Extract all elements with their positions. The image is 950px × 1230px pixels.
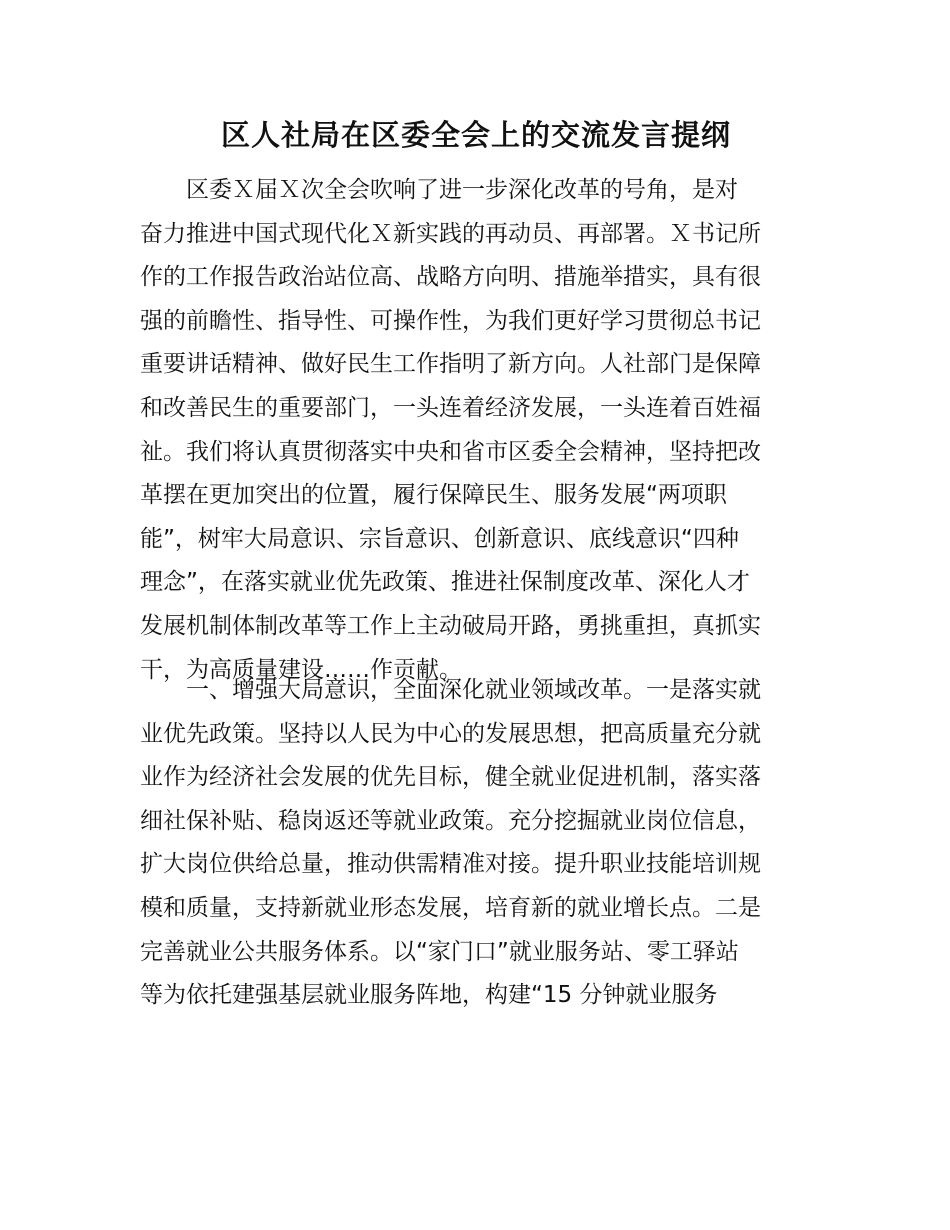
text-line: 和改善民生的重要部门，一头连着经济发展，一头连着百姓福 [140,394,761,421]
section-one-paragraph [140,669,820,1018]
text-line: 能”，树牢大局意识、宗旨意识、创新意识、底线意识“四种 [140,525,739,552]
text-line: 干，为高质量建设……作贡献。 [140,656,462,683]
text-line: 区委Ｘ届Ｘ次全会吹响了进一步深化改革的号角，是对 [140,177,738,203]
text-line: 革摆在更加突出的位置，履行保障民生、服务发展“两项职 [140,482,727,509]
text-line: 强的前瞻性、指导性、可操作性，为我们更好学习贯彻总书记 [140,307,761,334]
text-line: 完善就业公共服务体系。以“家门口”就业服务站、零工驿站 [140,938,739,965]
text-line: 细社保补贴、稳岗返还等就业政策。充分挖掘就业岗位信息， [140,807,761,834]
text-line: 理念”，在落实就业优先政策、推进社保制度改革、深化人才 [140,569,750,596]
document-title: 区人社局在区委全会上的交流发言提纲 [220,118,731,152]
text-line: 一、增强大局意识，全面深化就业领域改革。一是落实就 [140,677,761,703]
text-line: 等为依托建强基层就业服务阵地，构建“15 分钟就业服务 [140,982,718,1009]
text-line: 业作为经济社会发展的优先目标，健全就业促进机制，落实落 [140,764,761,791]
text-line: 业优先政策。坚持以人民为中心的发展思想，把高质量充分就 [140,720,761,747]
text-line: 模和质量，支持新就业形态发展，培育新的就业增长点。二是 [140,894,761,921]
text-line: 奋力推进中国式现代化Ｘ新实践的再动员、再部署。Ｘ书记所 [140,220,761,247]
text-line: 重要讲话精神、做好民生工作指明了新方向。人社部门是保障 [140,351,761,378]
text-line: 作的工作报告政治站位高、战略方向明、措施举措实，具有很 [140,264,761,291]
text-line: 祉。我们将认真贯彻落实中央和省市区委全会精神，坚持把改 [140,438,761,465]
text-line: 扩大岗位供给总量，推动供需精准对接。提升职业技能培训规 [140,851,761,878]
text-line: 发展机制体制改革等工作上主动破局开路，勇挑重担，真抓实 [140,612,761,639]
intro-paragraph [140,169,820,692]
